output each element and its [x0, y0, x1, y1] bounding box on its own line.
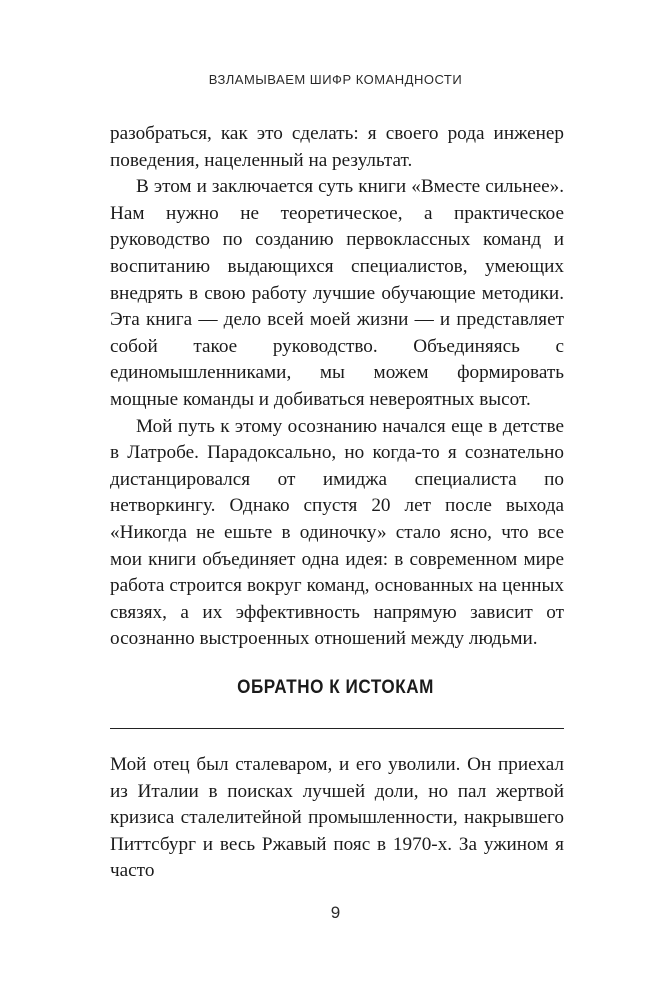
paragraph-book-essence: В этом и заключается суть книги «Вместе сильнее». Нам нужно не теоретическое, а практическое руководство по созданию первоклассных команд и воспитанию выдающихся специалистов, умеющих внедрять в свою работу лучшие обучающие методики. Эта книга — дело всей моей жизни — и представляет собой такое руководство. Объединяясь с единомышленниками, мы можем формировать мощные команды и добиваться невероятных высот. — [110, 176, 564, 410]
body-text-top — [110, 121, 564, 653]
section-heading: ОБРАТНО К ИСТОКАМ — [237, 677, 434, 698]
paragraph-father-story: Мой отец был сталеваром, и его уволили. Он приехал из Италии в поисках лучшей доли, но пал жертвой кризиса сталелитейной промышленности, накрывшего Питтсбург и весь Ржавый пояс в 1970-х. За ужином я часто — [110, 754, 564, 882]
section-divider — [110, 728, 564, 729]
body-text-bottom — [110, 752, 564, 885]
paragraph-continuation: разобраться, как это сделать: я своего рода инженер поведения, нацеленный на результат. — [110, 123, 564, 171]
paragraph-path-awareness: Мой путь к этому осознанию начался еще в детстве в Латробе. Парадоксально, но когда-то я сознательно дистанцировался от имиджа специалиста по нетворкингу. Однако спустя 20 лет после выхода «Никогда не ешьте в одиночку» стало ясно, что все мои книги объединяет одна идея: в современном мире работа строится вокруг команд, основанных на ценных связях, а их эффективность напрямую зависит от осознанно выстроенных отношений между людьми. — [110, 415, 564, 650]
running-head: ВЗЛАМЫВАЕМ ШИФР КОМАНДНОСТИ — [208, 72, 463, 87]
page-number: 9 — [330, 903, 341, 922]
